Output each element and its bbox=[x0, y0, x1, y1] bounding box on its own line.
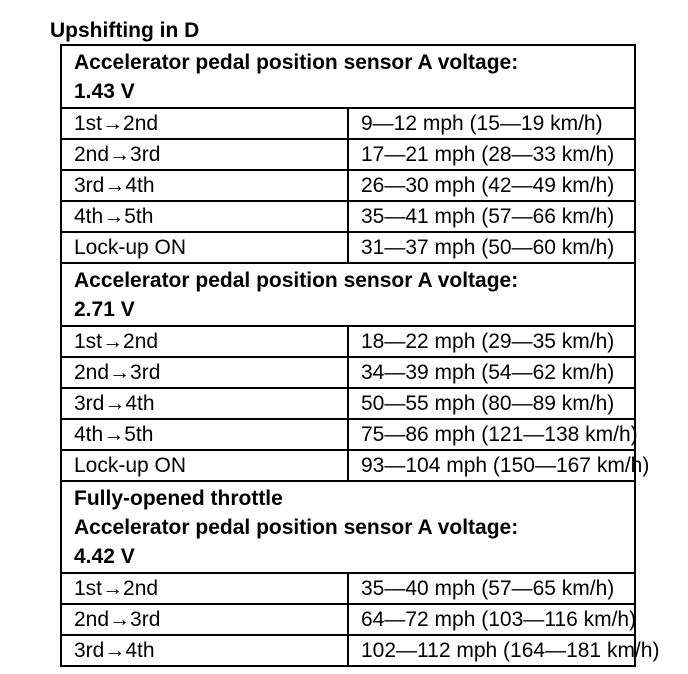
table-title: Upshifting in D bbox=[50, 19, 200, 42]
shift-cell: 2nd→3rd bbox=[61, 139, 348, 170]
table-row bbox=[61, 326, 635, 357]
table-row bbox=[61, 232, 635, 263]
speed-cell: 9—12 mph (15—19 km/h) bbox=[348, 108, 635, 139]
shift-cell: 2nd→3rd bbox=[61, 357, 348, 388]
section-header-line: 2.71 V bbox=[74, 298, 135, 321]
speed-cell: 35—41 mph (57—66 km/h) bbox=[348, 201, 635, 232]
shift-cell: 1st→2nd bbox=[61, 326, 348, 357]
section-header-row bbox=[61, 481, 635, 573]
table-row bbox=[61, 201, 635, 232]
section-header bbox=[61, 263, 635, 326]
section-header-line: Accelerator pedal position sensor A voltage: bbox=[74, 516, 519, 539]
speed-cell: 35—40 mph (57—65 km/h) bbox=[348, 573, 635, 604]
table-row bbox=[61, 108, 635, 139]
table-row bbox=[61, 139, 635, 170]
speed-cell: 102—112 mph (164—181 km/h) bbox=[348, 635, 635, 666]
shift-cell: 1st→2nd bbox=[61, 108, 348, 139]
speed-cell: 93—104 mph (150—167 km/h) bbox=[348, 450, 635, 481]
shift-cell: 1st→2nd bbox=[61, 573, 348, 604]
shift-cell: 3rd→4th bbox=[61, 635, 348, 666]
speed-cell: 50—55 mph (80—89 km/h) bbox=[348, 388, 635, 419]
shift-cell: 2nd→3rd bbox=[61, 604, 348, 635]
speed-cell: 17—21 mph (28—33 km/h) bbox=[348, 139, 635, 170]
section-header bbox=[61, 481, 635, 573]
speed-cell: 18—22 mph (29—35 km/h) bbox=[348, 326, 635, 357]
shift-cell: Lock-up ON bbox=[61, 450, 348, 481]
section-header-row bbox=[61, 45, 635, 108]
table-row bbox=[61, 388, 635, 419]
section-header-row bbox=[61, 263, 635, 326]
section-header-line: Accelerator pedal position sensor A voltage: bbox=[74, 51, 519, 74]
table-row bbox=[61, 604, 635, 635]
shift-cell: 3rd→4th bbox=[61, 170, 348, 201]
speed-cell: 75—86 mph (121—138 km/h) bbox=[348, 419, 635, 450]
speed-cell: 26—30 mph (42—49 km/h) bbox=[348, 170, 635, 201]
table-row bbox=[61, 635, 635, 666]
section-header bbox=[61, 45, 635, 108]
table-row bbox=[61, 419, 635, 450]
speed-cell: 34—39 mph (54—62 km/h) bbox=[348, 357, 635, 388]
shift-cell: Lock-up ON bbox=[61, 232, 348, 263]
speed-cell: 64—72 mph (103—116 km/h) bbox=[348, 604, 635, 635]
section-header-line: 1.43 V bbox=[74, 80, 135, 103]
shift-cell: 4th→5th bbox=[61, 201, 348, 232]
table-row bbox=[61, 573, 635, 604]
shift-cell: 3rd→4th bbox=[61, 388, 348, 419]
upshift-table bbox=[60, 44, 660, 667]
speed-cell: 31—37 mph (50—60 km/h) bbox=[348, 232, 635, 263]
section-header-line: 4.42 V bbox=[74, 545, 135, 568]
section-header-line: Fully-opened throttle bbox=[74, 487, 283, 510]
section-header-line: Accelerator pedal position sensor A voltage: bbox=[74, 269, 519, 292]
table-row bbox=[61, 450, 635, 481]
table-row bbox=[61, 170, 635, 201]
shift-cell: 4th→5th bbox=[61, 419, 348, 450]
table-row bbox=[61, 357, 635, 388]
